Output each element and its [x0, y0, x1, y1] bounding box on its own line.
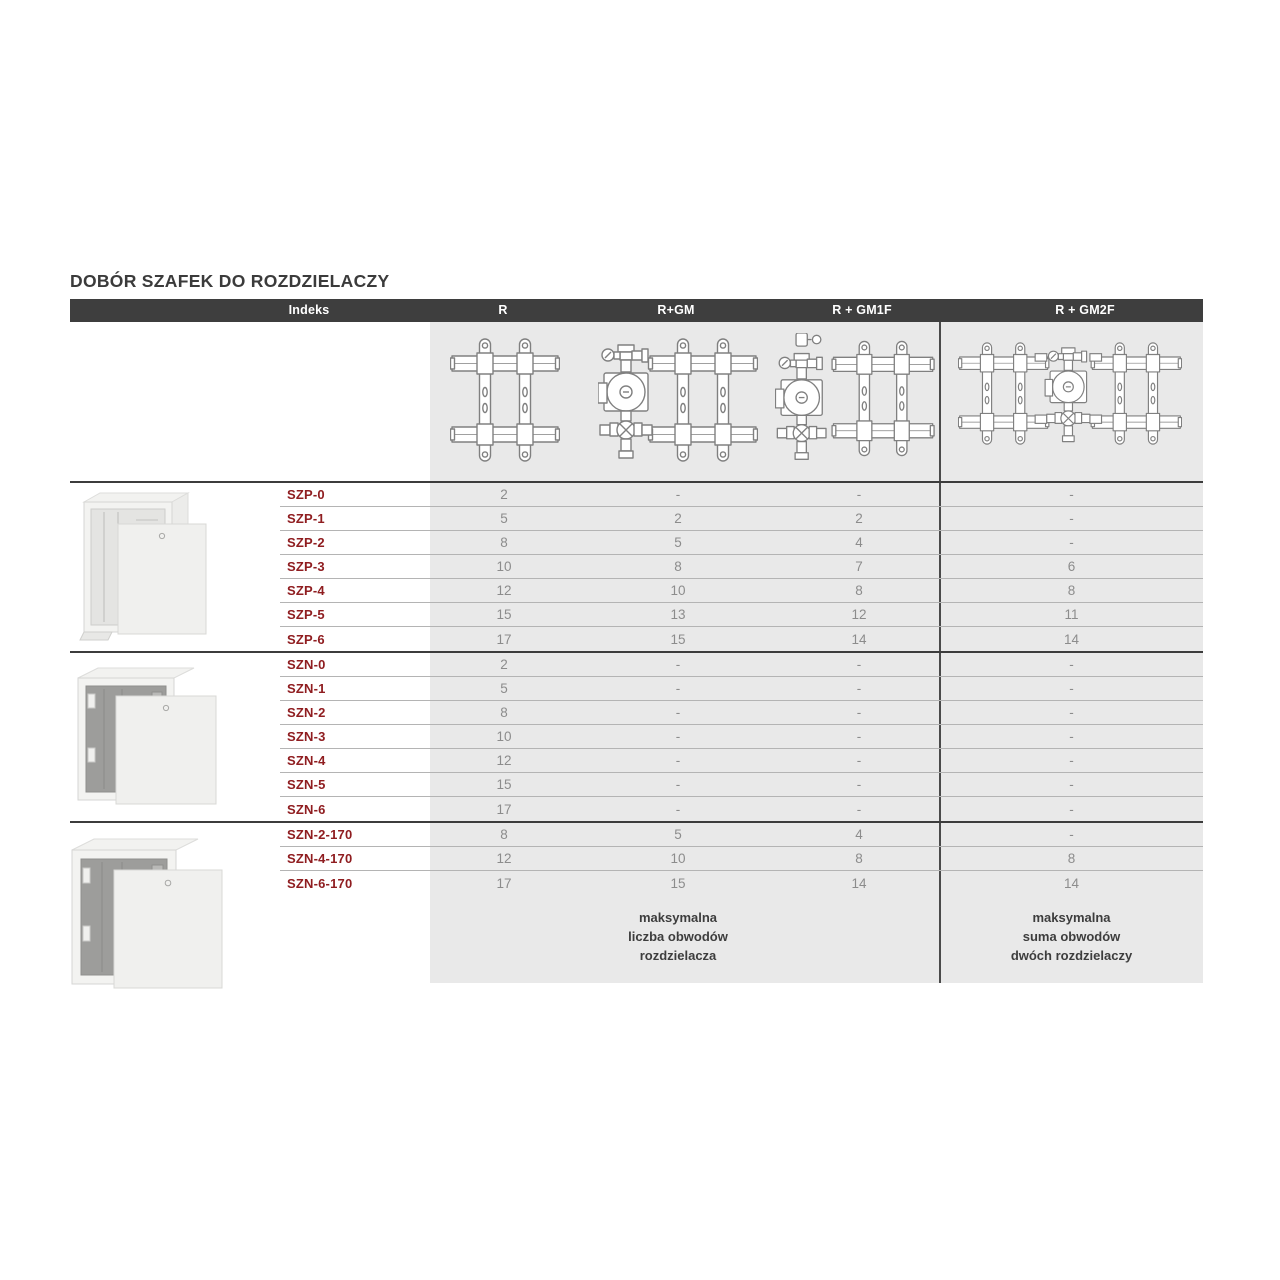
row-index-label: SZN-0 [287, 657, 326, 672]
manifold-r-drawing [450, 337, 560, 463]
value-cell: 10 [670, 583, 686, 598]
value-cell: 4 [855, 535, 863, 550]
value-cell: 8 [1067, 583, 1076, 598]
value-cell: 7 [855, 559, 863, 574]
value-cell: 15 [496, 607, 512, 622]
value-cell: - [1069, 801, 1074, 817]
column-header-r-gm1f: R + GM1F [832, 303, 892, 317]
value-cell: 5 [500, 681, 508, 696]
manifold-pump-group-drawing [598, 337, 758, 463]
row-index-label: SZN-4 [287, 753, 326, 768]
value-cell: 8 [500, 705, 508, 720]
value-cell: - [856, 777, 862, 792]
value-cell: 13 [670, 607, 686, 622]
value-cell: 14 [1063, 631, 1080, 647]
value-cell: 4 [855, 827, 863, 842]
value-cell: 12 [496, 583, 512, 598]
column-header-r: R [498, 303, 508, 317]
value-cell: 14 [851, 631, 867, 647]
value-cell: - [675, 777, 681, 792]
row-index-label: SZN-6 [287, 801, 326, 817]
row-index-label: SZN-6-170 [287, 875, 353, 891]
footnote-line: suma obwodów [1022, 929, 1121, 944]
page-title: DOBÓR SZAFEK DO ROZDZIELACZY [70, 271, 390, 291]
row-index-label: SZP-3 [287, 559, 325, 574]
table-row [280, 725, 1203, 749]
value-cell: 2 [674, 511, 682, 526]
row-index-label: SZN-4-170 [287, 851, 353, 866]
value-cell: 10 [670, 851, 686, 866]
value-cell: 12 [851, 607, 867, 622]
value-cell: 14 [851, 875, 867, 891]
two-manifolds-pump-group-drawing [958, 341, 1182, 446]
table-section-szn-170 [280, 821, 1203, 895]
value-cell: - [675, 729, 681, 744]
footnote-line: liczba obwodów [628, 929, 728, 944]
row-index-label: SZN-3 [287, 729, 326, 744]
table-row [280, 823, 1203, 847]
value-cell: - [856, 801, 862, 817]
value-cell: - [1069, 705, 1074, 720]
footnote-line: dwóch rozdzielaczy [1010, 948, 1133, 963]
table-row [280, 871, 1203, 895]
value-cell: - [1069, 753, 1074, 768]
footnote-line: maksymalna [1032, 910, 1111, 925]
table-section-szn [280, 651, 1203, 821]
value-cell: 8 [1067, 851, 1076, 866]
row-index-label: SZN-1 [287, 681, 326, 696]
value-cell: 8 [674, 559, 682, 574]
value-cell: - [856, 729, 862, 744]
value-cell: - [675, 705, 681, 720]
selection-table [280, 481, 1203, 895]
value-cell: 2 [500, 487, 508, 502]
value-cell: - [1069, 777, 1074, 792]
table-row [280, 555, 1203, 579]
value-cell: 11 [1064, 607, 1079, 622]
value-cell: - [856, 705, 862, 720]
row-index-label: SZP-0 [287, 487, 325, 502]
value-cell: - [1069, 729, 1074, 744]
value-cell: - [1069, 535, 1074, 550]
value-cell: 8 [855, 851, 863, 866]
footnote-line: rozdzielacza [639, 948, 717, 963]
table-row [280, 603, 1203, 627]
table-row [280, 579, 1203, 603]
value-cell: - [856, 681, 862, 696]
value-cell: 15 [670, 875, 686, 891]
column-header-indeks: Indeks [288, 303, 330, 317]
footnote-line: maksymalna [638, 910, 718, 925]
value-cell: 17 [496, 631, 512, 647]
value-cell: 8 [500, 535, 508, 550]
table-row [280, 483, 1203, 507]
table-row [280, 677, 1203, 701]
value-cell: 6 [1067, 559, 1076, 574]
manifold-mixing-pump-group-drawing [775, 333, 935, 464]
column-header-r-gm: R+GM [657, 303, 695, 317]
section-divider [70, 481, 280, 483]
section-divider [70, 821, 280, 823]
row-index-label: SZN-5 [287, 777, 326, 792]
table-row [280, 749, 1203, 773]
row-index-label: SZN-2 [287, 705, 326, 720]
cabinet-image-szn-170 [64, 832, 226, 1005]
value-cell: 17 [496, 875, 512, 891]
table-row [280, 773, 1203, 797]
row-index-label: SZP-1 [287, 511, 325, 526]
value-cell: 5 [500, 511, 508, 526]
value-cell: 5 [674, 827, 682, 842]
value-cell: 8 [855, 583, 863, 598]
value-cell: 8 [500, 827, 508, 842]
value-cell: - [1069, 681, 1074, 696]
value-cell: 15 [670, 631, 686, 647]
table-row [280, 531, 1203, 555]
table-row [280, 701, 1203, 725]
table-header [70, 299, 1203, 322]
value-cell: 5 [674, 535, 682, 550]
value-cell: - [675, 657, 681, 672]
value-cell: 12 [496, 851, 512, 866]
footnote-max-circuits [578, 908, 778, 965]
value-cell: - [856, 753, 862, 768]
table-section-szp [280, 481, 1203, 651]
value-cell: - [856, 657, 862, 672]
value-cell: - [1069, 511, 1074, 526]
value-cell: - [675, 753, 681, 768]
value-cell: 12 [496, 753, 512, 768]
column-header-r-gm2f: R + GM2F [1055, 303, 1115, 317]
row-index-label: SZP-4 [287, 583, 325, 598]
cabinet-image-szp [74, 488, 209, 651]
row-index-label: SZP-6 [287, 631, 325, 647]
value-cell: - [675, 681, 681, 696]
table-row [280, 507, 1203, 531]
value-cell: 14 [1063, 875, 1080, 891]
value-cell: - [856, 487, 862, 502]
value-cell: - [675, 801, 681, 817]
table-row [280, 797, 1203, 821]
value-cell: - [1069, 657, 1074, 672]
value-cell: - [675, 487, 681, 502]
value-cell: 10 [496, 559, 512, 574]
value-cell: - [1069, 827, 1074, 842]
section-divider [70, 651, 280, 653]
footnote-max-sum-circuits [940, 908, 1203, 965]
value-cell: 10 [496, 729, 512, 744]
table-row [280, 627, 1203, 651]
table-row [280, 653, 1203, 677]
cabinet-image-szn [70, 662, 220, 819]
row-index-label: SZP-2 [287, 535, 325, 550]
value-cell: 17 [496, 801, 512, 817]
value-cell: 15 [496, 777, 512, 792]
row-index-label: SZN-2-170 [287, 827, 353, 842]
row-index-label: SZP-5 [287, 607, 325, 622]
value-cell: 2 [855, 511, 863, 526]
table-row [280, 847, 1203, 871]
value-cell: 2 [500, 657, 508, 672]
value-cell: - [1069, 487, 1074, 502]
